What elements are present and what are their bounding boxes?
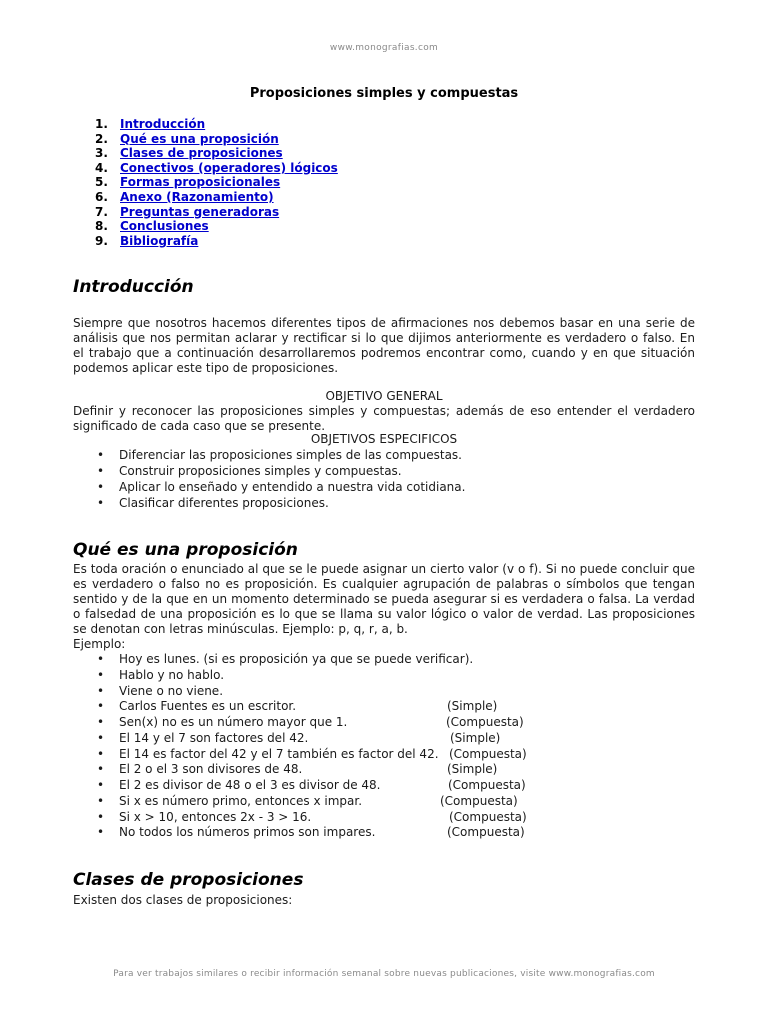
bullet-icon: • xyxy=(97,746,105,761)
example-text: Hoy es lunes. (si es proposición ya que se puede verificar). xyxy=(119,652,474,666)
toc-link-conclusiones[interactable]: Conclusiones xyxy=(120,219,209,234)
example-kind: (Compuesta) xyxy=(448,778,526,792)
bullet-icon: • xyxy=(97,762,105,777)
example-text: Si x es número primo, entonces x impar. xyxy=(119,793,363,808)
section-heading-que-es: Qué es una proposición xyxy=(73,540,298,560)
document-title: Proposiciones simples y compuestas xyxy=(249,86,519,101)
objetivos-especificos-label: OBJETIVOS ESPECIFICOS xyxy=(310,432,458,446)
toc-number: 5. xyxy=(95,175,108,190)
bullet-icon: • xyxy=(97,715,105,729)
toc-item xyxy=(95,219,338,234)
bullet-icon: • xyxy=(97,699,105,714)
bullet-icon: • xyxy=(97,667,105,682)
toc-link-anexo[interactable]: Anexo (Razonamiento) xyxy=(120,189,274,204)
section-heading-introduccion: Introducción xyxy=(73,277,194,297)
example-text: El 2 es divisor de 48 o el 3 es divisor de 48. xyxy=(119,778,381,792)
example-kind: (Compuesta) xyxy=(449,809,527,824)
toc-number: 3. xyxy=(95,146,108,161)
list-item xyxy=(73,762,695,778)
toc-link-preguntas[interactable]: Preguntas generadoras xyxy=(120,204,280,219)
list-item xyxy=(73,794,695,810)
example-text: El 14 es factor del 42 y el 7 también es factor del 42. xyxy=(119,746,439,761)
example-text: No todos los números primos son impares. xyxy=(119,825,376,840)
toc-number: 4. xyxy=(95,160,108,175)
example-text: Hablo y no hablo. xyxy=(119,667,225,682)
objectives-list xyxy=(73,447,695,511)
toc-item xyxy=(95,190,338,205)
toc-item xyxy=(95,117,338,132)
objetivo-general-text: Definir y reconocer las proposiciones simples y compuestas; además de eso entender el verdadero significado de cada caso que se presente. xyxy=(73,404,695,433)
toc-number: 7. xyxy=(95,204,108,219)
list-item xyxy=(73,479,695,495)
list-item xyxy=(73,652,695,668)
toc-link-clases[interactable]: Clases de proposiciones xyxy=(120,146,283,161)
toc-link-bibliografia[interactable]: Bibliografía xyxy=(120,233,199,248)
list-item xyxy=(73,810,695,826)
bullet-icon: • xyxy=(97,652,105,666)
example-text: Carlos Fuentes es un escritor. xyxy=(119,699,297,714)
bullet-icon: • xyxy=(97,464,105,478)
bullet-icon: • xyxy=(97,809,105,824)
objective-text: Aplicar lo enseñado y entendido a nuestra vida cotidiana. xyxy=(119,480,466,494)
list-item xyxy=(73,747,695,763)
toc-link-que-es[interactable]: Qué es una proposición xyxy=(120,131,279,146)
bullet-icon: • xyxy=(97,730,105,745)
example-text: El 2 o el 3 son divisores de 48. xyxy=(119,762,303,777)
toc-number: 1. xyxy=(95,117,108,131)
example-kind: (Simple) xyxy=(447,762,498,777)
example-kind: (Simple) xyxy=(447,699,498,714)
example-kind: (Simple) xyxy=(450,730,501,745)
example-text: Sen(x) no es un número mayor que 1. xyxy=(119,715,348,729)
example-kind: (Compuesta) xyxy=(447,825,525,840)
site-header: www.monografias.com xyxy=(329,43,439,53)
list-item xyxy=(73,825,695,841)
example-text: Si x > 10, entonces 2x - 3 > 16. xyxy=(119,809,312,824)
example-kind: (Compuesta) xyxy=(440,793,518,808)
objective-text: Clasificar diferentes proposiciones. xyxy=(119,496,329,510)
list-item xyxy=(73,715,695,731)
table-of-contents xyxy=(95,117,338,248)
toc-number: 9. xyxy=(95,233,108,248)
list-item xyxy=(73,447,695,463)
list-item xyxy=(73,778,695,794)
examples-list xyxy=(73,652,695,841)
example-text: El 14 y el 7 son factores del 42. xyxy=(119,730,309,745)
clases-paragraph: Existen dos clases de proposiciones: xyxy=(73,893,293,907)
toc-item xyxy=(95,175,338,190)
list-item xyxy=(73,495,695,511)
bullet-icon: • xyxy=(97,683,105,698)
toc-item xyxy=(95,234,338,249)
bullet-icon: • xyxy=(97,778,105,792)
objective-text: Diferenciar las proposiciones simples de las compuestas. xyxy=(119,448,462,462)
objective-text: Construir proposiciones simples y compuestas. xyxy=(119,464,402,478)
example-kind: (Compuesta) xyxy=(449,746,527,761)
bullet-icon: • xyxy=(97,793,105,808)
toc-link-introduccion[interactable]: Introducción xyxy=(120,117,206,131)
list-item xyxy=(73,699,695,715)
toc-item xyxy=(95,132,338,147)
toc-link-formas[interactable]: Formas proposicionales xyxy=(120,175,281,190)
section-heading-clases: Clases de proposiciones xyxy=(73,870,304,890)
bullet-icon: • xyxy=(97,825,105,840)
page-footer: Para ver trabajos similares o recibir información semanal sobre nuevas publicaciones, visite www.monografias.com xyxy=(113,969,655,979)
intro-paragraph: Siempre que nosotros hacemos diferentes tipos de afirmaciones nos debemos basar en una serie de análisis que nos permitan aclarar y rectificar si lo que dijimos anteriormente es verdadero o falso. En el trabajo que a continuación desarrollaremos podremos encontrar como, cuando y en que situación podemos aplicar este tipo de proposiciones. xyxy=(73,316,695,375)
example-label: Ejemplo: xyxy=(73,637,126,651)
que-es-paragraph: Es toda oración o enunciado al que se le puede asignar un cierto valor (v o f). Si no puede concluir que es verdadero o falso no es proposición. Es cualquier agrupación de palabras o símbolos que tengan sentido y de la que en un momento determinado se pueda asegurar si es verdadera o falsa. La verdad o falsedad de una proposición es lo que se llama su valor lógico o valor de verdad. Las proposiciones se denotan con letras minúsculas. Ejemplo: p, q, r, a, b. xyxy=(73,562,695,636)
toc-number: 2. xyxy=(95,131,108,146)
bullet-icon: • xyxy=(97,496,105,510)
example-text: Viene o no viene. xyxy=(119,683,224,698)
list-item xyxy=(73,668,695,684)
toc-number: 8. xyxy=(95,219,108,234)
example-kind: (Compuesta) xyxy=(446,715,524,729)
bullet-icon: • xyxy=(97,480,105,494)
toc-item xyxy=(95,161,338,176)
list-item xyxy=(73,684,695,700)
list-item xyxy=(73,731,695,747)
toc-item xyxy=(95,146,338,161)
toc-link-conectivos[interactable]: Conectivos (operadores) lógicos xyxy=(120,160,338,175)
list-item xyxy=(73,463,695,479)
bullet-icon: • xyxy=(97,448,105,462)
objetivo-general-label: OBJETIVO GENERAL xyxy=(325,389,443,403)
toc-number: 6. xyxy=(95,189,108,204)
toc-item xyxy=(95,205,338,220)
